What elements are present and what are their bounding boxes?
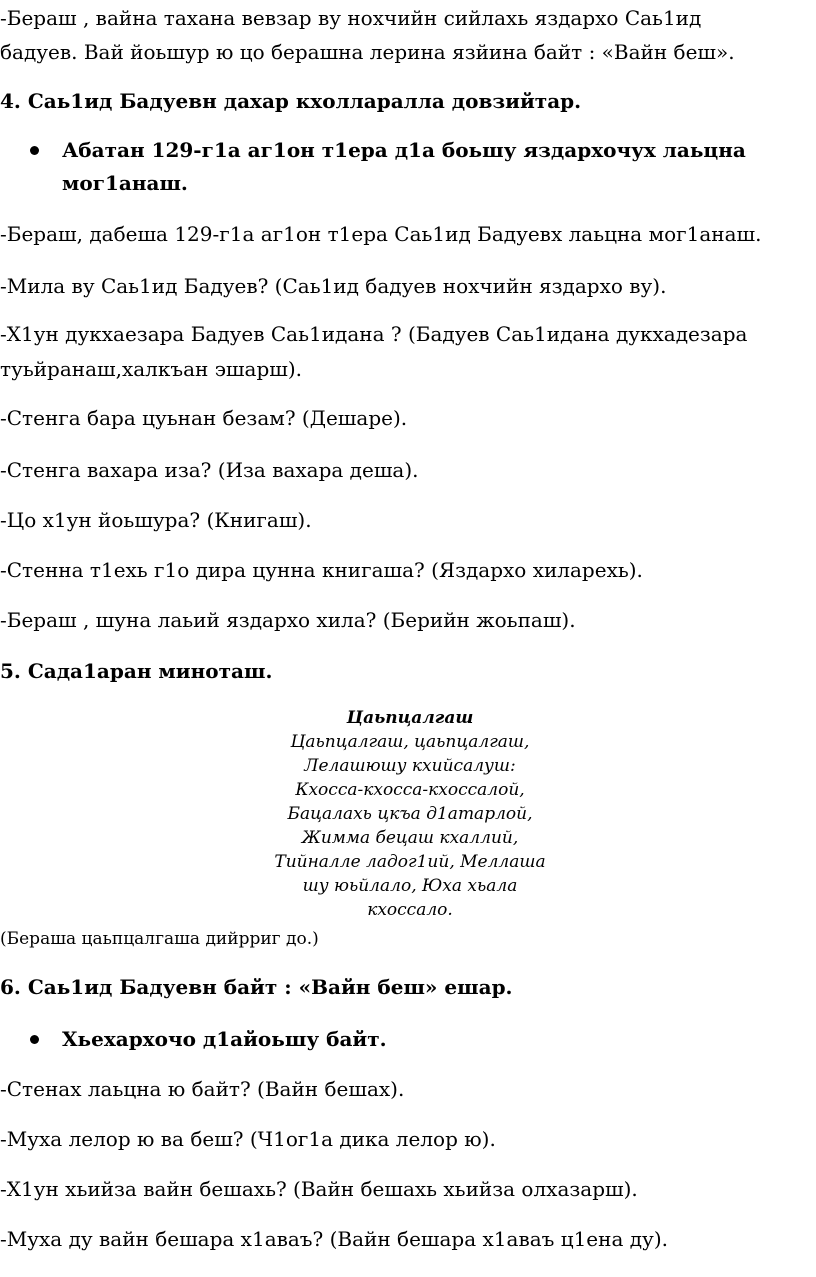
reading-question-1: -Стенах лаьцна ю байт? (Вайн бешах). <box>0 1077 405 1101</box>
section-5-heading: 5. Сада1аран миноташ. <box>0 659 273 683</box>
question-line-7: -Стенна т1ехь г1о дира цунна книгаша? (Яздархо хиларехь). <box>0 558 643 582</box>
bullet-icon <box>30 146 39 155</box>
bullet-icon <box>30 1035 39 1044</box>
reading-question-2: -Муха лелор ю ва беш? (Ч1ог1а дика лелор ю). <box>0 1127 496 1151</box>
poem-line: кхоссало. <box>367 900 453 920</box>
poem-title: Цаьпцалгаш <box>346 708 474 728</box>
question-line-3b: туьйранаш,халкъан эшарш). <box>0 357 303 381</box>
poem-block <box>200 706 620 922</box>
bullet-2-line: Хьехархочо д1айоьшу байт. <box>62 1027 387 1051</box>
poem-line: Кхосса-кхосса-кхоссалой, <box>295 780 525 800</box>
reading-question-3: -Х1ун хьийза вайн бешахь? (Вайн бешахь хьийза олхазарш). <box>0 1177 638 1201</box>
poem-line: Лелашюшу кхийсалуш: <box>304 756 516 776</box>
poem-line: Цаьпцалгаш, цаьпцалгаш, <box>290 732 530 752</box>
question-line-2: -Мила ву Саь1ид Бадуев? (Саь1ид бадуев нохчийн яздархо ву). <box>0 274 667 298</box>
poem-caption: (Бераша цаьпцалгаша дийрриг до.) <box>0 929 319 949</box>
question-line-1: -Бераш, дабеша 129-г1а аг1он т1ера Саь1ид Бадуевх лаьцна мог1анаш. <box>0 222 762 246</box>
bullet-1-line-2: мог1анаш. <box>62 171 188 195</box>
section-4-heading: 4. Саь1ид Бадуевн дахар кхолларалла довзийтар. <box>0 89 582 113</box>
intro-line-2: бадуев. Вай йоьшур ю цо берашна лерина язйина байт : «Вайн беш». <box>0 40 735 64</box>
question-line-4: -Стенга бара цуьнан безам? (Дешаре). <box>0 406 408 430</box>
poem-line: Тийналле ладог1ий, Меллаша <box>274 852 546 872</box>
poem-line: Бацалахь цкъа д1атарлой, <box>287 804 533 824</box>
question-line-5: -Стенга вахара иза? (Иза вахара деша). <box>0 458 419 482</box>
intro-line-1: -Бераш , вайна тахана вевзар ву нохчийн сийлахь яздархо Саь1ид <box>0 6 702 30</box>
question-line-3a: -Х1ун дукхаезара Бадуев Саь1идана ? (Бадуев Саь1идана дукхадезара <box>0 322 748 346</box>
question-line-6: -Цо х1ун йоьшура? (Книгаш). <box>0 508 312 532</box>
question-line-8: -Бераш , шуна лаьий яздархо хила? (Берийн жоьпаш). <box>0 608 576 632</box>
poem-line: Жимма бецаш кхаллий, <box>301 828 519 848</box>
reading-question-4: -Муха ду вайн бешара х1аваъ? (Вайн бешара х1аваъ ц1ена ду). <box>0 1227 668 1251</box>
poem-line: шу юьйлало, Юха хьала <box>302 876 518 896</box>
bullet-1-line-1: Абатан 129-г1а аг1он т1ера д1а боьшу яздархочух лаьцна <box>62 138 746 162</box>
section-6-heading: 6. Саь1ид Бадуевн байт : «Вайн беш» ешар. <box>0 975 513 999</box>
